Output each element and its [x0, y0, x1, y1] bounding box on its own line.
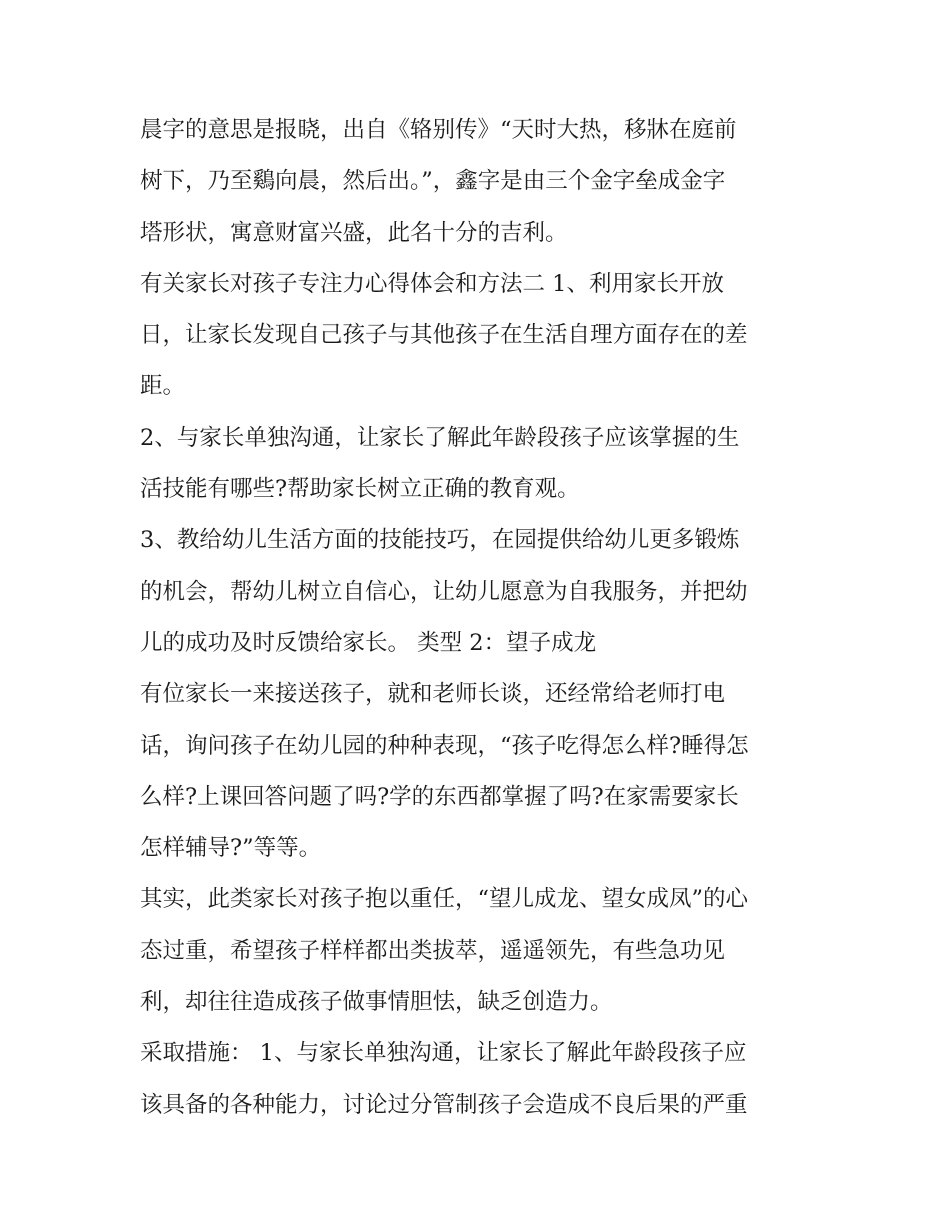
- text-line: 有关家长对孩子专注力心得体会和方法二 1、利用家长开放: [140, 270, 724, 297]
- text-line: 有位家长一来接送孩子，就和老师长谈，还经常给老师打电: [140, 681, 726, 708]
- text-line: 树下，乃至鷄向晨，然后出。”，鑫字是由三个金字垒成金字: [140, 168, 726, 195]
- text-line: 活技能有哪些?帮助家长树立正确的教育观。: [140, 476, 580, 503]
- paragraph-method-2: [140, 413, 820, 516]
- text-line: 其实，此类家长对孩子抱以重任，“望儿成龙、望女成凤”的心: [140, 886, 749, 913]
- text-line: 2、与家长单独沟通，让家长了解此年龄段孩子应该掌握的生: [140, 424, 740, 451]
- paragraph-measures: [140, 1028, 820, 1131]
- text-line: 么样?上课回答问题了吗?学的东西都掌握了吗?在家需要家长: [140, 783, 739, 810]
- text-line: 怎样辅导?”等等。: [140, 835, 322, 862]
- text-line: 话，询问孩子在幼儿园的种种表现，“孩子吃得怎么样?睡得怎: [140, 732, 749, 759]
- text-line: 距。: [140, 373, 186, 400]
- text-line: 采取措施： 1、与家长单独沟通，让家长了解此年龄段孩子应: [140, 1040, 747, 1067]
- text-line: 该具备的各种能力，讨论过分管制孩子会造成不良后果的严重: [140, 1091, 748, 1118]
- text-line: 晨字的意思是报晓，出自《辂别传》“天时大热，移牀在庭前: [140, 117, 737, 143]
- text-line: 利，却往往造成孩子做事情胆怯，缺乏创造力。: [140, 989, 613, 1016]
- text-line: 儿的成功及时反馈给家长。 类型 2：望子成龙: [140, 629, 597, 656]
- text-line: 塔形状，寓意财富兴盛，此名十分的吉利。: [140, 219, 568, 246]
- document-body: [140, 105, 820, 1131]
- text-line: 态过重，希望孩子样样都出类拔萃，遥遥领先，有些急功见: [140, 937, 726, 964]
- paragraph-parent-example: [140, 669, 820, 874]
- paragraph-method-3: [140, 515, 820, 669]
- text-line: 的机会，帮幼儿树立自信心，让幼儿愿意为自我服务，并把幼: [140, 578, 748, 605]
- text-line: 3、教给幼儿生活方面的技能技巧，在园提供给幼儿更多锻炼: [140, 527, 740, 554]
- paragraph-name-meaning: [140, 105, 820, 259]
- text-line: 日，让家长发现自己孩子与其他孩子在生活自理方面存在的差: [140, 322, 748, 349]
- paragraph-analysis: [140, 874, 820, 1028]
- paragraph-method-intro: [140, 259, 820, 413]
